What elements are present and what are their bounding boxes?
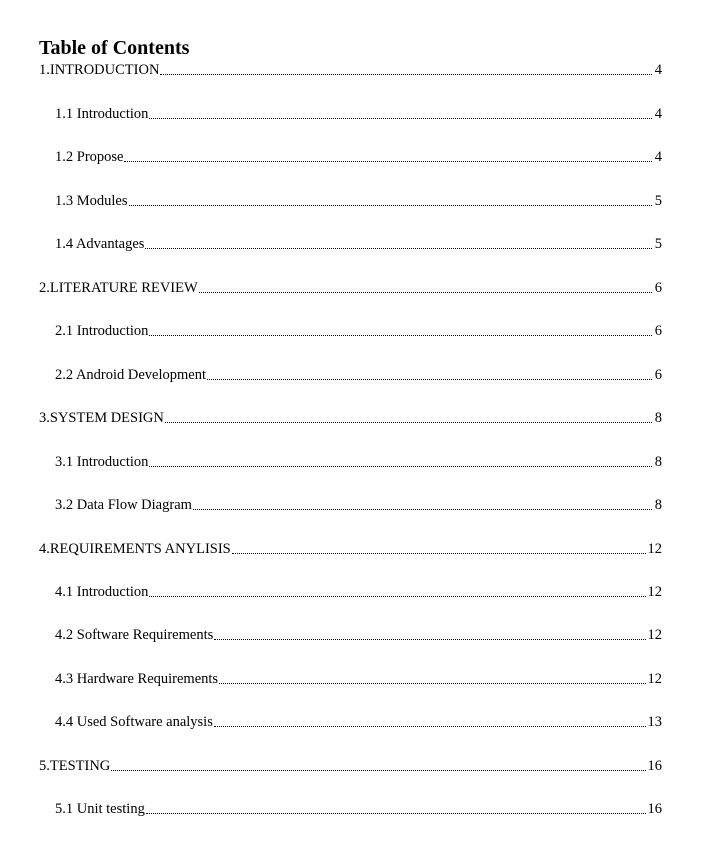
toc-entry-4-requirements-analysis[interactable] bbox=[39, 540, 662, 558]
toc-entry-label: 4.2 Software Requirements bbox=[55, 627, 214, 643]
toc-entry-5-testing[interactable] bbox=[39, 757, 662, 775]
toc-entry-label: 4.1 Introduction bbox=[55, 584, 149, 600]
toc-entry-label: 4.4 Used Software analysis bbox=[55, 714, 213, 730]
toc-entry-label: 2.LITERATURE REVIEW bbox=[39, 280, 198, 296]
dot-leader bbox=[149, 595, 645, 597]
dot-leader bbox=[160, 73, 652, 75]
dot-leader bbox=[214, 638, 645, 640]
toc-entry-label: 3.1 Introduction bbox=[55, 454, 149, 470]
toc-entry-label: 2.1 Introduction bbox=[55, 323, 149, 339]
toc-entry-page: 4 bbox=[654, 62, 662, 78]
dot-leader bbox=[165, 421, 652, 423]
toc-title: Table of Contents bbox=[39, 37, 190, 59]
dot-leader bbox=[193, 508, 652, 510]
toc-entry-page: 5 bbox=[654, 236, 662, 252]
dot-leader bbox=[145, 247, 652, 249]
toc-entry-label: 1.3 Modules bbox=[55, 193, 128, 209]
toc-entry-page: 16 bbox=[647, 758, 662, 774]
dot-leader bbox=[124, 160, 652, 162]
toc-entry-label: 1.1 Introduction bbox=[55, 106, 149, 122]
toc-entry-page: 12 bbox=[647, 584, 662, 600]
dot-leader bbox=[129, 204, 653, 206]
toc-entry-4-4-used-software-analysis[interactable] bbox=[55, 713, 662, 731]
toc-entry-3-1-introduction[interactable] bbox=[55, 453, 662, 471]
dot-leader bbox=[219, 682, 645, 684]
toc-entry-2-1-introduction[interactable] bbox=[55, 322, 662, 340]
toc-entry-page: 12 bbox=[647, 671, 662, 687]
toc-entry-5-1-unit-testing[interactable] bbox=[55, 800, 662, 818]
toc-entry-1-4-advantages[interactable] bbox=[55, 235, 662, 253]
toc-entry-label: 4.3 Hardware Requirements bbox=[55, 671, 219, 687]
toc-entry-page: 13 bbox=[647, 714, 662, 730]
toc-entry-3-system-design[interactable] bbox=[39, 409, 662, 427]
toc-entry-1-introduction[interactable] bbox=[39, 61, 662, 79]
toc-entry-2-2-android-development[interactable] bbox=[55, 366, 662, 384]
toc-entry-2-literature-review[interactable] bbox=[39, 279, 662, 297]
toc-entry-page: 6 bbox=[654, 367, 662, 383]
toc-entry-page: 6 bbox=[654, 280, 662, 296]
toc-entry-label: 1.4 Advantages bbox=[55, 236, 145, 252]
toc-entry-label: 5.TESTING bbox=[39, 758, 111, 774]
toc-entry-1-3-modules[interactable] bbox=[55, 192, 662, 210]
toc-entry-label: 5.1 Unit testing bbox=[55, 801, 145, 817]
toc-entry-3-2-data-flow-diagram[interactable] bbox=[55, 496, 662, 514]
toc-entry-label: 1.2 Propose bbox=[55, 149, 124, 165]
toc-entry-1-2-propose[interactable] bbox=[55, 148, 662, 166]
toc-entry-label: 4.REQUIREMENTS ANYLISIS bbox=[39, 541, 231, 557]
toc-entry-4-2-software-requirements[interactable] bbox=[55, 626, 662, 644]
dot-leader bbox=[149, 117, 652, 119]
dot-leader bbox=[214, 725, 646, 727]
dot-leader bbox=[199, 291, 652, 293]
dot-leader bbox=[149, 465, 652, 467]
toc-entry-page: 12 bbox=[647, 541, 662, 557]
toc-entry-page: 8 bbox=[654, 410, 662, 426]
toc-entry-label: 2.2 Android Development bbox=[55, 367, 207, 383]
toc-entry-page: 4 bbox=[654, 149, 662, 165]
toc-entry-1-1-introduction[interactable] bbox=[55, 105, 662, 123]
toc-entry-4-1-introduction[interactable] bbox=[55, 583, 662, 601]
dot-leader bbox=[232, 552, 646, 554]
toc-entry-page: 8 bbox=[654, 454, 662, 470]
toc-entry-label: 3.SYSTEM DESIGN bbox=[39, 410, 164, 426]
toc-entry-page: 5 bbox=[654, 193, 662, 209]
toc-entry-page: 6 bbox=[654, 323, 662, 339]
toc-entry-page: 8 bbox=[654, 497, 662, 513]
dot-leader bbox=[111, 769, 645, 771]
toc-entry-4-3-hardware-requirements[interactable] bbox=[55, 670, 662, 688]
dot-leader bbox=[207, 378, 652, 380]
toc-entry-page: 16 bbox=[647, 801, 662, 817]
toc-entry-page: 4 bbox=[654, 106, 662, 122]
dot-leader bbox=[146, 812, 646, 814]
toc-entry-label: 1.INTRODUCTION bbox=[39, 62, 160, 78]
toc-entry-page: 12 bbox=[647, 627, 662, 643]
toc-entry-label: 3.2 Data Flow Diagram bbox=[55, 497, 192, 513]
dot-leader bbox=[149, 334, 652, 336]
